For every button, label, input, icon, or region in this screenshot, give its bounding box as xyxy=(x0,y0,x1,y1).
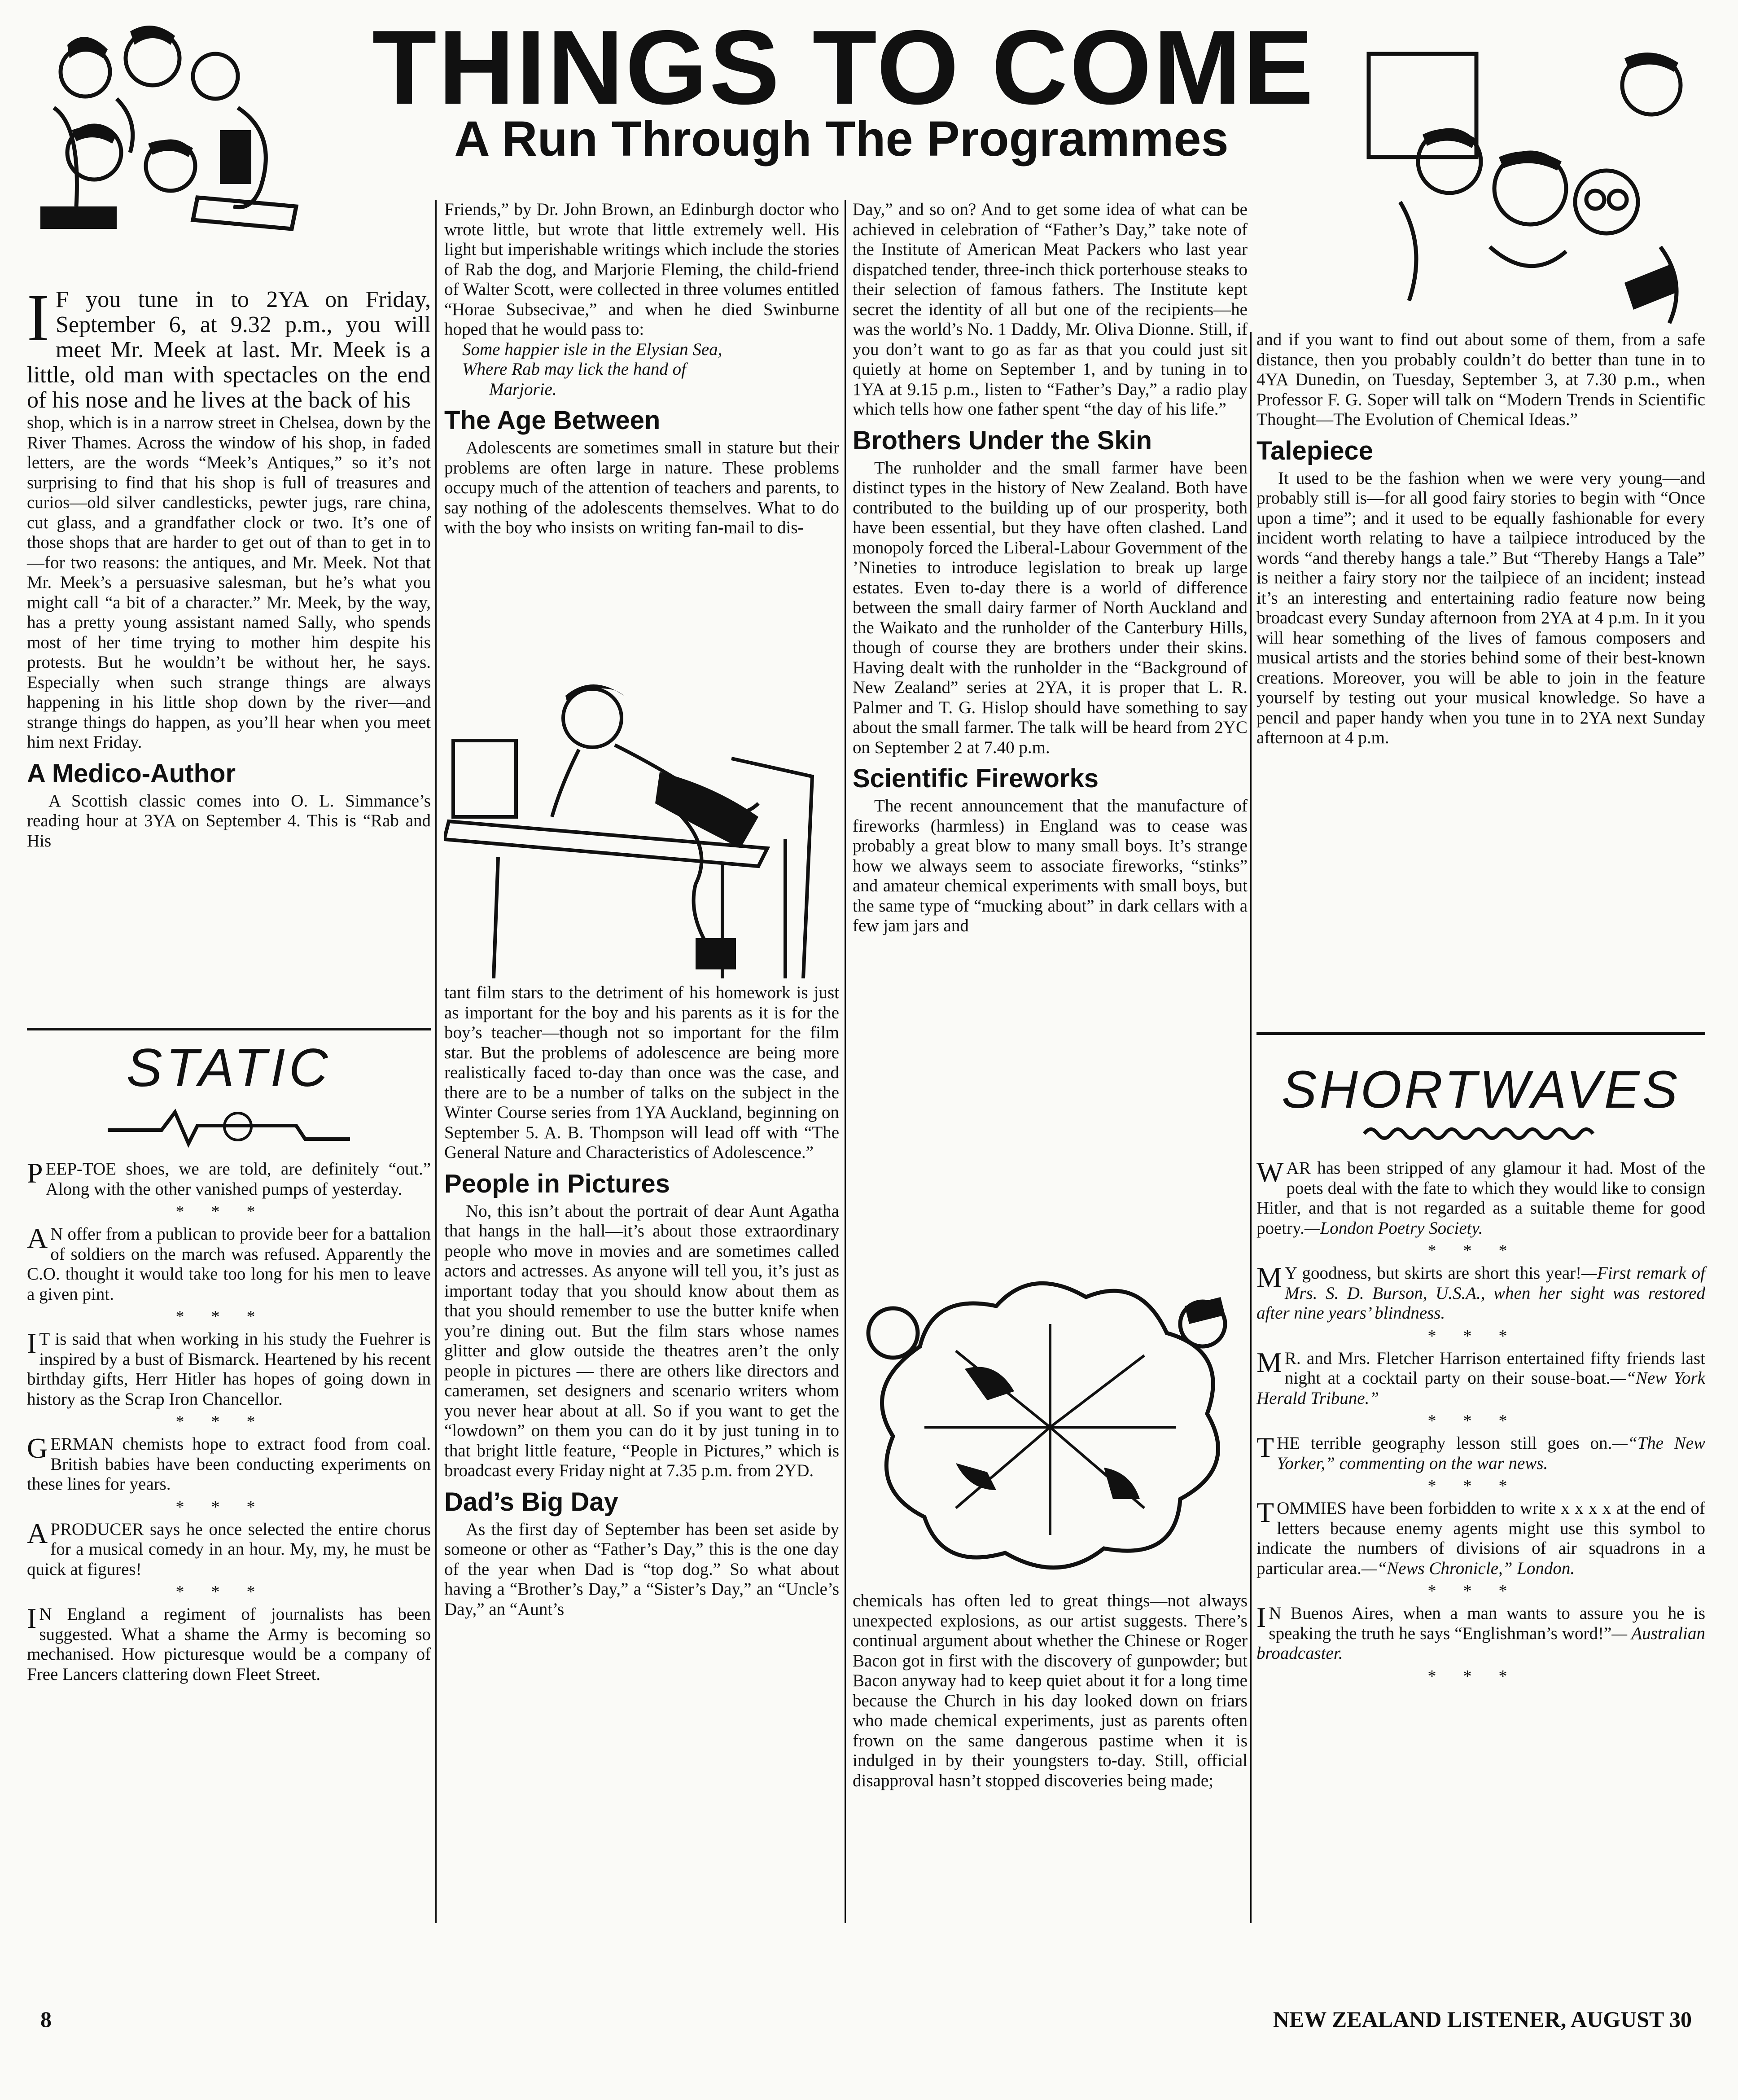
star-separator: *** xyxy=(175,1497,282,1517)
box-rule xyxy=(1256,1032,1705,1035)
publication-footer: NEW ZEALAND LISTENER, AUGUST 30 xyxy=(1273,2007,1692,2032)
column-3 xyxy=(853,200,1248,936)
item-source: —London Poetry Society. xyxy=(1304,1218,1483,1238)
item-source: —“News Chronicle,” London. xyxy=(1361,1558,1575,1578)
star-separator: *** xyxy=(1427,1477,1534,1495)
initial-cap: I xyxy=(27,1327,37,1359)
drop-cap: I xyxy=(27,281,49,355)
talepiece-text: It used to be the fashion when we were very young—and probably still is—for all good fairy stories to begin with “Once upon a time”; and it used to be equally fashionable for every incident worth relating to have a tailpiece introduced by the words “and thereby hangs a tale.” But “Thereby Hangs a Tale” is neither a fairy story nor the tailpiece of an incident; instead it’s an interesting and entertaining radio feature now being broadcast every Sunday afternoon from 2YA at 4 p.m. In it you will hear something of the lives of famous composers and musical artists and the stories behind some of their best-known creations. Moreover, you will be able to join in the feature yourself by testing out your musical knowledge. So have a pencil and paper handy when you tune in to 2YA next Sunday afternoon at 4 p.m. xyxy=(1256,468,1705,747)
star-separator: *** xyxy=(175,1412,282,1431)
shortwaves-item xyxy=(1256,1263,1705,1324)
shortwaves-item xyxy=(1256,1496,1705,1578)
radio-personalities-illustration xyxy=(1355,13,1714,328)
scientific-fireworks-text-continued: chemicals has often led to great things—not always unexpected explosions, as our artist suggests. There’s continual argument about whether the Chinese or Roger Bacon got in first with the discovery of gunpowder; but Bacon anyway had to keep quiet about it for a long time because the Church in his day looked down on friars who made chemical experiments, just as parents often frown on the same dangerous pastime when it is indulged in by their youngsters to-day. Still, official disapproval hasn’t stopped discoveries being made; xyxy=(853,1591,1248,1790)
initial-cap: T xyxy=(1256,1496,1274,1528)
heading-age-between: The Age Between xyxy=(444,406,661,435)
item-source: — Australian broadcaster. xyxy=(1256,1623,1706,1663)
verse-line: Where Rab may lick the hand of xyxy=(462,359,686,379)
initial-cap: M xyxy=(1256,1261,1282,1293)
item-text: PRODUCER says he once selected the entire chorus for a musical comedy in an hour. My, my, he must be quick at figures! xyxy=(27,1519,431,1579)
item-text: N Buenos Aires, when a man wants to assure you he is speaking the truth he says “Englishman’s word!” xyxy=(1269,1604,1705,1643)
column-rule xyxy=(845,200,846,1923)
item-text: HE terrible geography lesson still goes on. xyxy=(1277,1434,1612,1453)
shortwaves-title: SHORTWAVES xyxy=(1281,1060,1681,1119)
shortwaves-item xyxy=(1256,1346,1705,1409)
item-text: N England a regiment of journalists has been suggested. What a shame the Army is becoming so mechanised. How picturesque would be a company of Free Lancers clattering down Fleet Street. xyxy=(27,1605,431,1684)
age-between-text-continued: tant film stars to the detriment of his homework is just as important for the boy and his parents as it is for the boy’s teacher—though not so important for the film star. But the problems of adolescence are being more realistically faced to-day than once was the case, and there are to be a number of talks on the subject in the Winter Course series from 1YA Auckland, beginning on September 5. A. B. Thompson will lead off with “The General Nature and Characteristics of Adolescence.” xyxy=(444,983,839,1162)
shortwave-items xyxy=(1256,1158,1705,1686)
column-4 xyxy=(1256,330,1705,748)
heading-dads-big-day: Dad’s Big Day xyxy=(444,1487,618,1517)
item-text: N offer from a publican to provide beer for a battalion of soldiers on the march was refused. Apparently the C.O. thought it would take too long for his men to leave a given pint. xyxy=(27,1224,431,1304)
star-separator: *** xyxy=(175,1307,282,1326)
rab-text: Friends,” by Dr. John Brown, an Edinburgh doctor who wrote little, but wrote that little extremely well. His light but imperishable writings which include the stories of Rab the dog, and Marjorie Fleming, the child-friend of Walter Scott, were collected in three volumes entitled “Horae Subsecivae,” and when he died Swinburne hoped that he would pass to: xyxy=(444,200,839,339)
heading-scientific-fireworks: Scientific Fireworks xyxy=(853,764,1099,793)
item-text: R. and Mrs. Fletcher Harrison entertained fifty friends last night at a cocktail party on their souse-boat. xyxy=(1284,1348,1705,1388)
initial-cap: P xyxy=(27,1157,43,1189)
item-text: ERMAN chemists hope to extract food from coal. British babies have been conducting experiments on these lines for years. xyxy=(27,1434,431,1494)
verse-line: Some happier isle in the Elysian Sea, xyxy=(462,339,722,359)
initial-cap: T xyxy=(1256,1431,1274,1463)
initial-cap: A xyxy=(27,1517,48,1549)
initial-cap: I xyxy=(1256,1601,1266,1633)
page-title: THINGS TO COME xyxy=(372,8,1315,126)
static-item xyxy=(27,1329,431,1409)
star-separator: *** xyxy=(1427,1666,1534,1686)
page-subtitle: A Run Through The Programmes xyxy=(454,111,1229,167)
static-item xyxy=(27,1159,431,1199)
column-2-continued xyxy=(444,983,839,1619)
initial-cap: M xyxy=(1256,1346,1282,1378)
heading-brothers-under-the-skin: Brothers Under the Skin xyxy=(853,425,1152,455)
intro-paragraph: I F you tune in to 2YA on Friday, September 6, at 9.32 p.m., you will meet Mr. Meek at last. Mr. Meek is a little, old man with spectacles on the end of his nose and he lives at the back of his xyxy=(27,281,431,413)
static-box xyxy=(27,1028,431,1925)
item-source: —“New York Herald Tribune.” xyxy=(1256,1368,1705,1408)
people-in-pictures-text: No, this isn’t about the portrait of dear Aunt Agatha that hangs in the hall—it’s about those extraordinary people who move in movies and are sometimes called actors and actresses. As anyone will tell you, it’s just as important today that you should know about them as that you should remember to use the butter knife when you’re dining out. But the film stars whose names glitter and glow outside the theatres aren’t the only people in pictures — there are others like directors and cameramen, set designers and scenario writers whom you never hear about at all. So if you want to get the “lowdown” on them you can do it by just tuning in to that bright little feature, “People in Pictures,” which is broadcast every Friday night at 7.35 p.m. from 2YD. xyxy=(444,1201,839,1480)
shortwaves-item xyxy=(1256,1431,1706,1473)
static-title: STATIC xyxy=(126,1038,332,1098)
scientific-fireworks-text: The recent announcement that the manufacture of fireworks (harmless) in England was to cease was probably a great blow to many small boys. It’s strange how we always seem to associate fireworks, “stinks” and amateur chemical experiments with small boys, but the same type of “mucking about” in dark cellars with a few jam jars and xyxy=(853,796,1248,935)
musicians-illustration xyxy=(27,18,314,233)
initial-cap: A xyxy=(27,1222,48,1254)
item-source: —First remark of Mrs. S. D. Burson, U.S.A., when her sight was restored after nine years’ blindness. xyxy=(1256,1263,1706,1323)
static-zigzag-icon xyxy=(27,1099,431,1153)
star-separator: *** xyxy=(1427,1241,1534,1260)
shortwaves-item xyxy=(1256,1158,1705,1238)
star-separator: *** xyxy=(1427,1582,1534,1600)
heading-medico-author: A Medico-Author xyxy=(27,758,236,788)
page-number: 8 xyxy=(40,2007,52,2032)
age-between-text: Adolescents are sometimes small in stature but their problems are often large in nature. These problems occupy much of the attention of teachers and parents, to say nothing of the adolescents themselves. What to do with the boy who insists on writing fan-mail to dis- xyxy=(444,438,839,537)
column-2 xyxy=(444,200,839,538)
column-3-continued xyxy=(853,1591,1248,1791)
column-rule xyxy=(1250,332,1252,1923)
medico-author-text: A Scottish classic comes into O. L. Simmance’s reading hour at 3YA on September 4. This is “Rab and His xyxy=(27,791,431,851)
static-item xyxy=(27,1224,431,1304)
shortwaves-box xyxy=(1256,1032,1705,1925)
static-item xyxy=(27,1517,431,1580)
chemical-ideas-text: and if you want to find out about some of them, from a safe distance, then you probably couldn’t do better than tune in to 4YA Dunedin, on Tuesday, September 3, at 7.30 p.m., when Professor F. G. Soper will talk on “Modern Trends in Scientific Thought—The Evolution of Chemical Ideas.” xyxy=(1256,330,1705,429)
box-rule xyxy=(27,1028,431,1030)
explosion-illustration xyxy=(853,1257,1248,1589)
brothers-under-the-skin-text: The runholder and the small farmer have been distinct types in the history of New Zealand. Both have contributed to the building up of our prosperity, both have been essential, but they have often clashed. Land monopoly forced the Liberal-Labour Government of the ’Nineties to introduce legislation to break up large estates. Even to-day there is a world of difference between the small dairy farmer of North Auckland and the Waikato and the runholder of the Canterbury Hills, though of course they are brothers under their skins. Having dealt with the runholder in the “Background of New Zealand” series at 2YA, it is proper that L. R. Palmer and T. G. Hislop should have something to say about the small farmer. The talk will be heard from 2YC on September 2 at 7.40 p.m. xyxy=(853,458,1248,757)
static-item xyxy=(27,1434,431,1495)
item-text: AR has been stripped of any glamour it had. Most of the poets deal with the fate to which they would like to consign Hitler, and that is not regarded as a suitable theme for good poetry. xyxy=(1256,1158,1705,1238)
verse-line: Marjorie. xyxy=(489,379,557,399)
star-separator: *** xyxy=(175,1583,282,1601)
item-text: Y goodness, but skirts are short this year! xyxy=(1284,1263,1582,1283)
star-separator: *** xyxy=(175,1202,282,1221)
column-1 xyxy=(27,281,431,851)
initial-cap: W xyxy=(1256,1156,1284,1188)
intro-paragraph-continued: shop, which is in a narrow street in Chelsea, down by the River Thames. Across the window of his shop, in faded letters, are the words “Meek’s Antiques,” so it’s not surprising to find that his shop is full of treasures and curios—old silver candlesticks, pewter jugs, rare china, cut glass, and a grandfather clock or two. It’s one of those shops that are harder to get out of than to get in to—for two reasons: the antiques, and Mr. Meek. Not that Mr. Meek’s a persuasive salesman, but he’s what you might call “a bit of a character.” Mr. Meek, by the way, has a pretty young assistant named Sally, who spends most of her time trying to mother him despite his protests. But he wouldn’t be without her, he says. Especially when such strange things are always happening in his little shop down by the river—and strange things do happen, as you’ll hear when you meet him next Friday. xyxy=(27,413,431,752)
star-separator: *** xyxy=(1427,1412,1534,1430)
item-text: T is said that when working in his study the Fuehrer is inspired by a bust of Bismarck. Heartened by his recent birthday gifts, Herr Hitler has hopes of going down in history as the Scrap Iron Chancellor. xyxy=(27,1329,431,1409)
item-text: EEP-TOE shoes, we are told, are definitely “out.” Along with the other vanished pumps of yesterday. xyxy=(45,1159,431,1199)
dads-big-day-text: As the first day of September has been set aside by someone or other as “Father’s Day,” this is the one day of the year when Dad is “top dog.” So what about having a “Brother’s Day,” a “Sister’s Day,” an “Uncle’s Day,” an “Aunt’s xyxy=(444,1519,839,1619)
shortwaves-item xyxy=(1256,1601,1706,1664)
initial-cap: I xyxy=(27,1602,37,1634)
initial-cap: G xyxy=(27,1432,48,1464)
item-source: —“The New Yorker,” commenting on the war news. xyxy=(1277,1434,1706,1473)
star-separator: *** xyxy=(1427,1326,1534,1346)
column-rule xyxy=(435,200,437,1923)
item-text: OMMIES have been forbidden to write x x x x at the end of letters because enemy agents might use this symbol to indicate the numbers of divisions of air squadrons in a particular area. xyxy=(1256,1499,1705,1578)
heading-people-in-pictures: People in Pictures xyxy=(444,1169,670,1198)
heading-talepiece: Talepiece xyxy=(1256,436,1374,465)
static-item xyxy=(27,1602,431,1684)
static-items xyxy=(27,1159,431,1684)
fathers-day-text: Day,” and so on? And to get some idea of what can be achieved in celebration of “Father’s Day,” take note of the Institute of American Meat Packers who last year dispatched tender, three-inch thick porterhouse steaks to their selection of famous fathers. The Institute kept secret the identity of all but one of the recipients—he was the world’s No. 1 Daddy, Mr. Oliva Dionne. Still, if you don’t want to go as far as that you could just sit quietly at home on September 1, and by tuning in to 1YA at 9.15 p.m., listen to “Father’s Day,” a radio play which tells how one father spent “the day of his life.” xyxy=(853,200,1248,419)
boy-writing-illustration xyxy=(444,669,839,978)
wave-icon xyxy=(1256,1120,1705,1147)
